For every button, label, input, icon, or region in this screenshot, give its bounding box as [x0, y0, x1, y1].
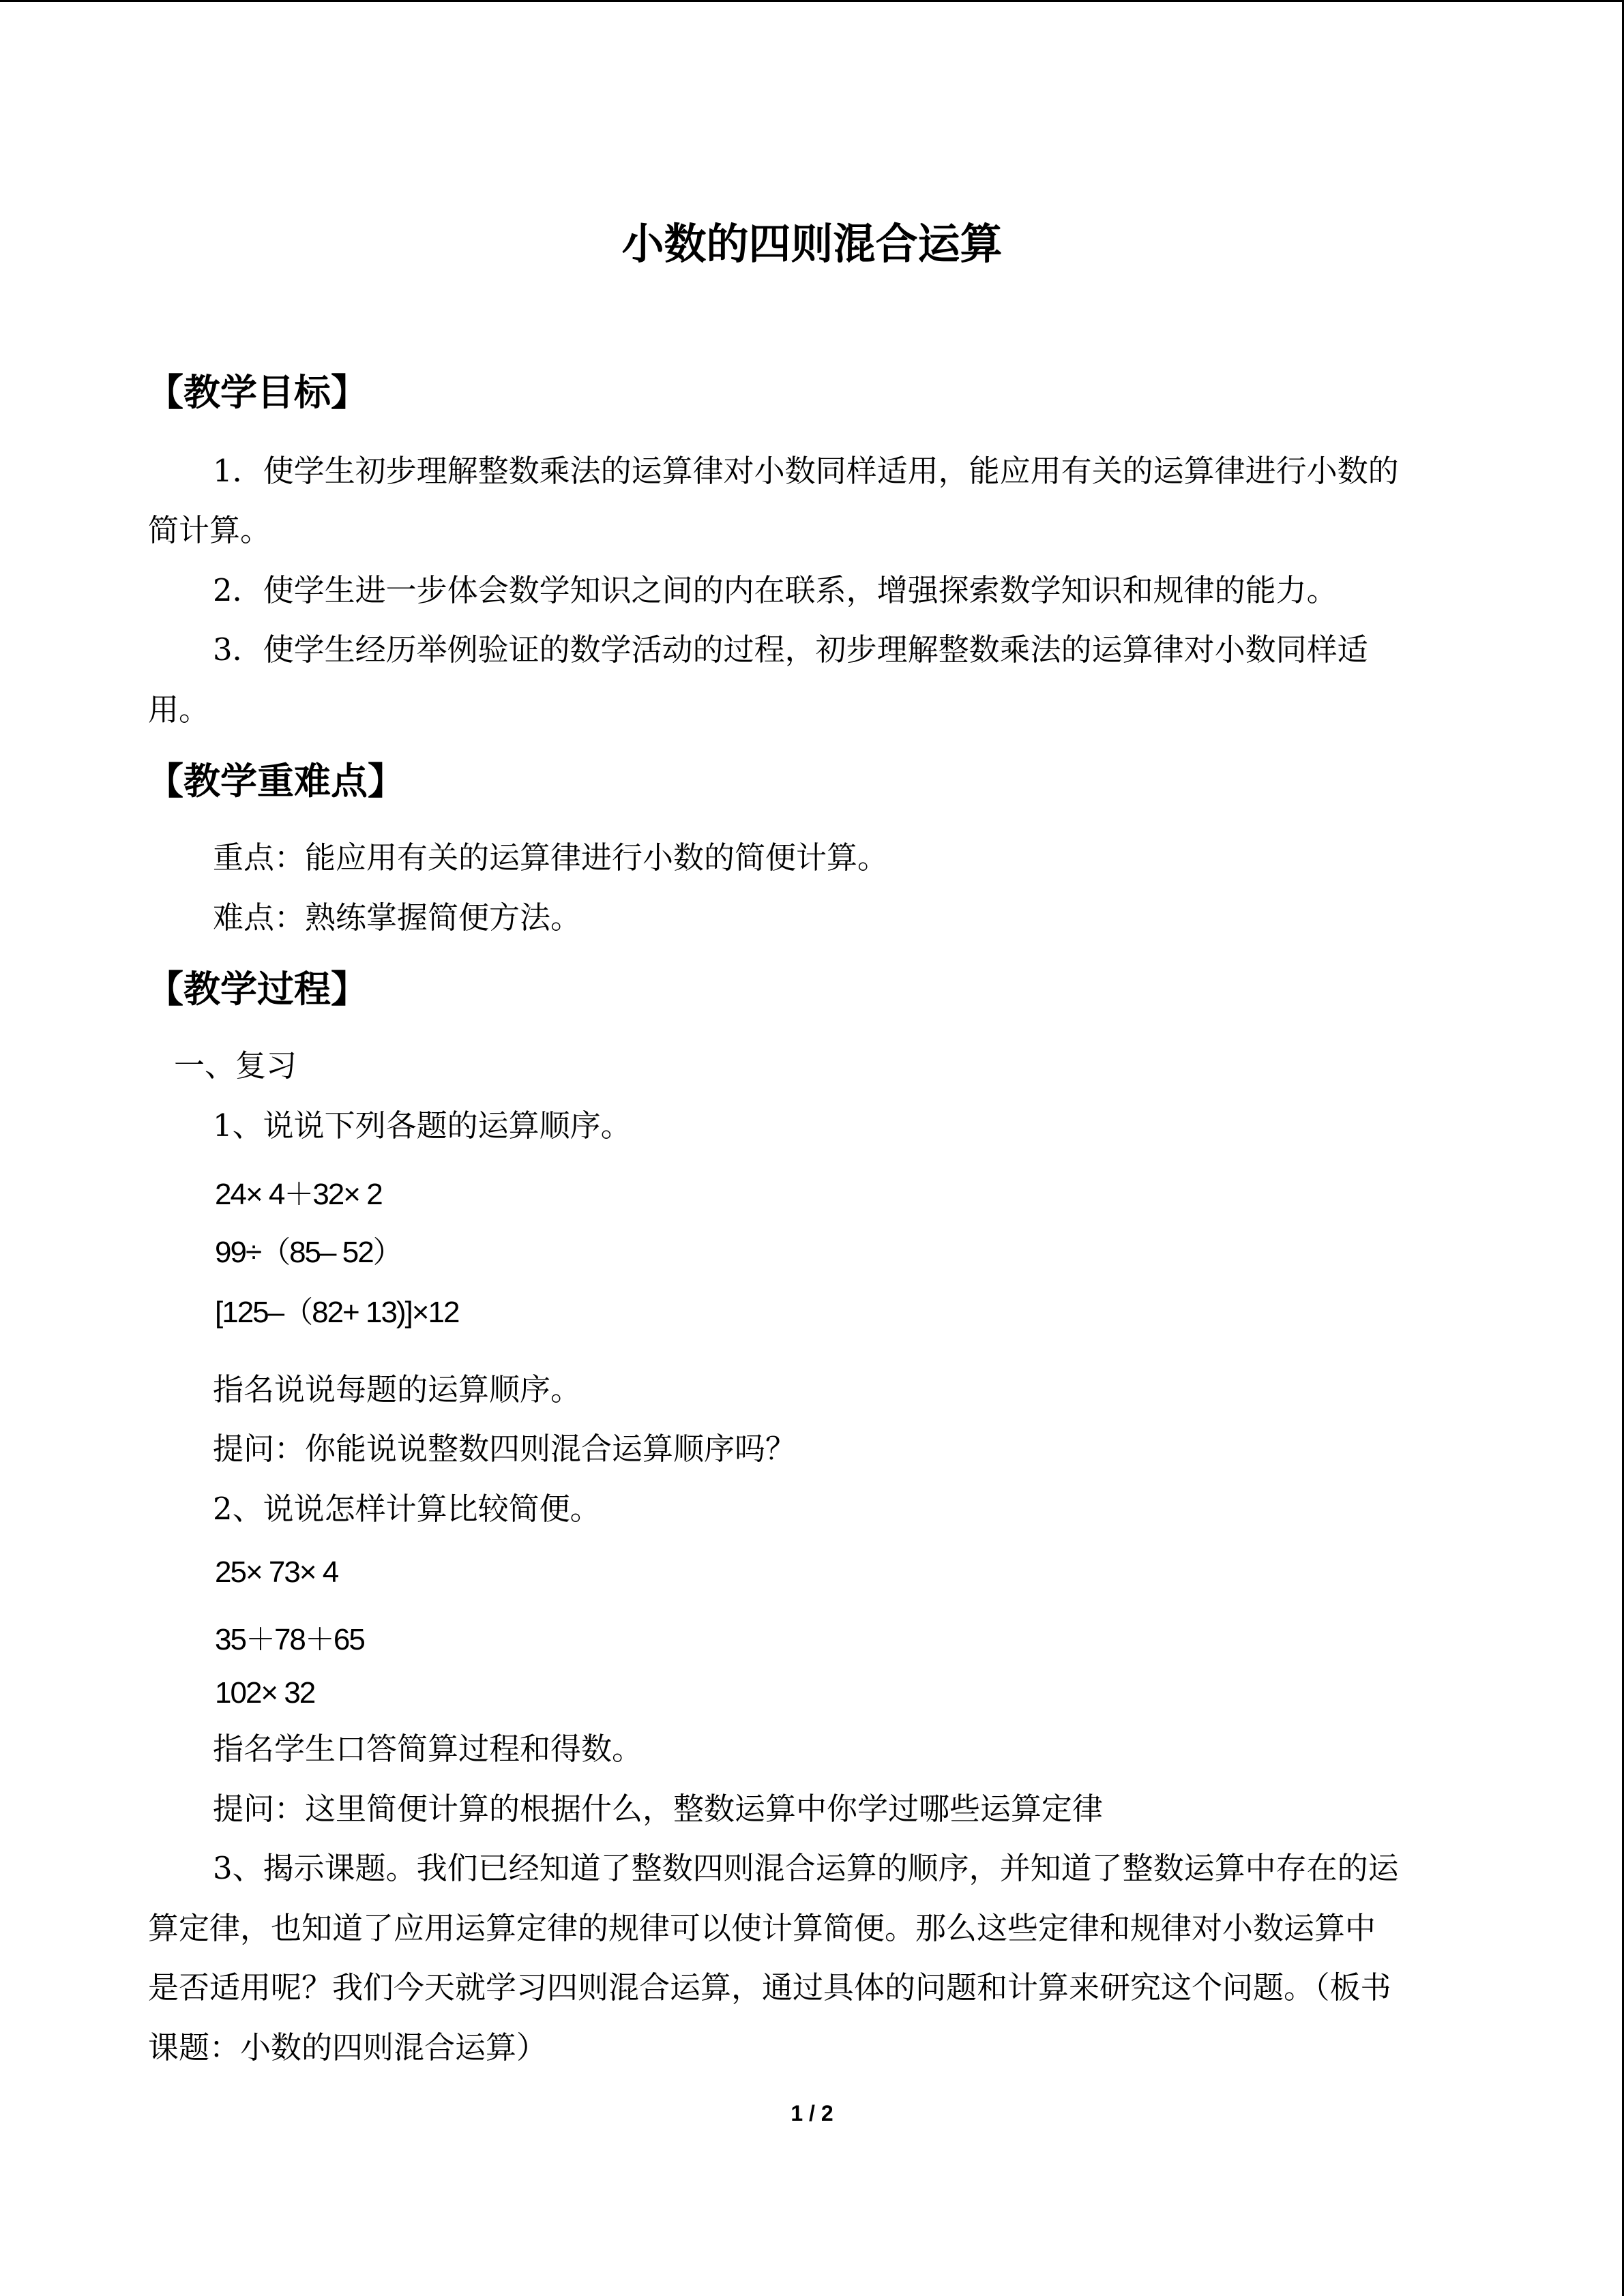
question-3-line1: 3、揭示课题。我们已经知道了整数四则混合运算的顺序，并知道了整数运算中存在的运	[213, 1850, 1399, 1886]
objective-3-line2: 用。	[148, 691, 210, 728]
expression-5: 35＋78＋65	[215, 1623, 364, 1656]
key-point: 重点：能应用有关的运算律进行小数的简便计算。	[213, 839, 889, 876]
page-number: 1 / 2	[791, 2101, 833, 2126]
question-3-line2: 算定律，也知道了应用运算定律的规律可以使计算简便。那么这些定律和规律对小数运算中	[148, 1910, 1376, 1946]
heading-objectives: 【教学目标】	[147, 371, 368, 414]
objective-3-line1: 3．使学生经历举例验证的数学活动的过程，初步理解整数乘法的运算律对小数同样适	[213, 631, 1368, 668]
question-1-ask: 提问：你能说说整数四则混合运算顺序吗？	[213, 1431, 797, 1467]
question-1-note: 指名说说每题的运算顺序。	[213, 1371, 582, 1407]
expression-4: 25× 73× 4	[215, 1555, 338, 1589]
difficult-point: 难点：熟练掌握简便方法。	[213, 899, 582, 936]
expression-6: 102× 32	[215, 1676, 315, 1710]
heading-keypoints: 【教学重难点】	[147, 760, 404, 803]
document-title: 小数的四则混合运算	[621, 219, 1003, 269]
question-2: 2、说说怎样计算比较简便。	[213, 1491, 601, 1527]
objective-1-line2: 简计算。	[148, 512, 271, 548]
question-2-ask: 提问：这里简便计算的根据什么，整数运算中你学过哪些运算定律	[213, 1791, 1104, 1827]
expression-1: 24× 4＋32× 2	[215, 1178, 382, 1211]
question-1: 1、说说下列各题的运算顺序。	[213, 1107, 632, 1144]
expression-3: [125–（82+ 13)]×12	[215, 1296, 459, 1329]
objective-2: 2．使学生进一步体会数学知识之间的内在联系，增强探索数学知识和规律的能力。	[213, 572, 1338, 608]
question-2-note: 指名学生口答简算过程和得数。	[213, 1731, 643, 1767]
objective-1-line1: 1．使学生初步理解整数乘法的运算律对小数同样适用，能应用有关的运算律进行小数的	[213, 453, 1399, 489]
question-3-line3: 是否适用呢？我们今天就学习四则混合运算，通过具体的问题和计算来研究这个问题。（板书	[148, 1969, 1391, 2006]
expression-2: 99÷（85– 52）	[215, 1236, 402, 1269]
question-3-line4: 课题：小数的四则混合运算）	[148, 2029, 548, 2066]
part-review: 一、复习	[174, 1047, 297, 1084]
heading-process: 【教学过程】	[147, 968, 368, 1011]
